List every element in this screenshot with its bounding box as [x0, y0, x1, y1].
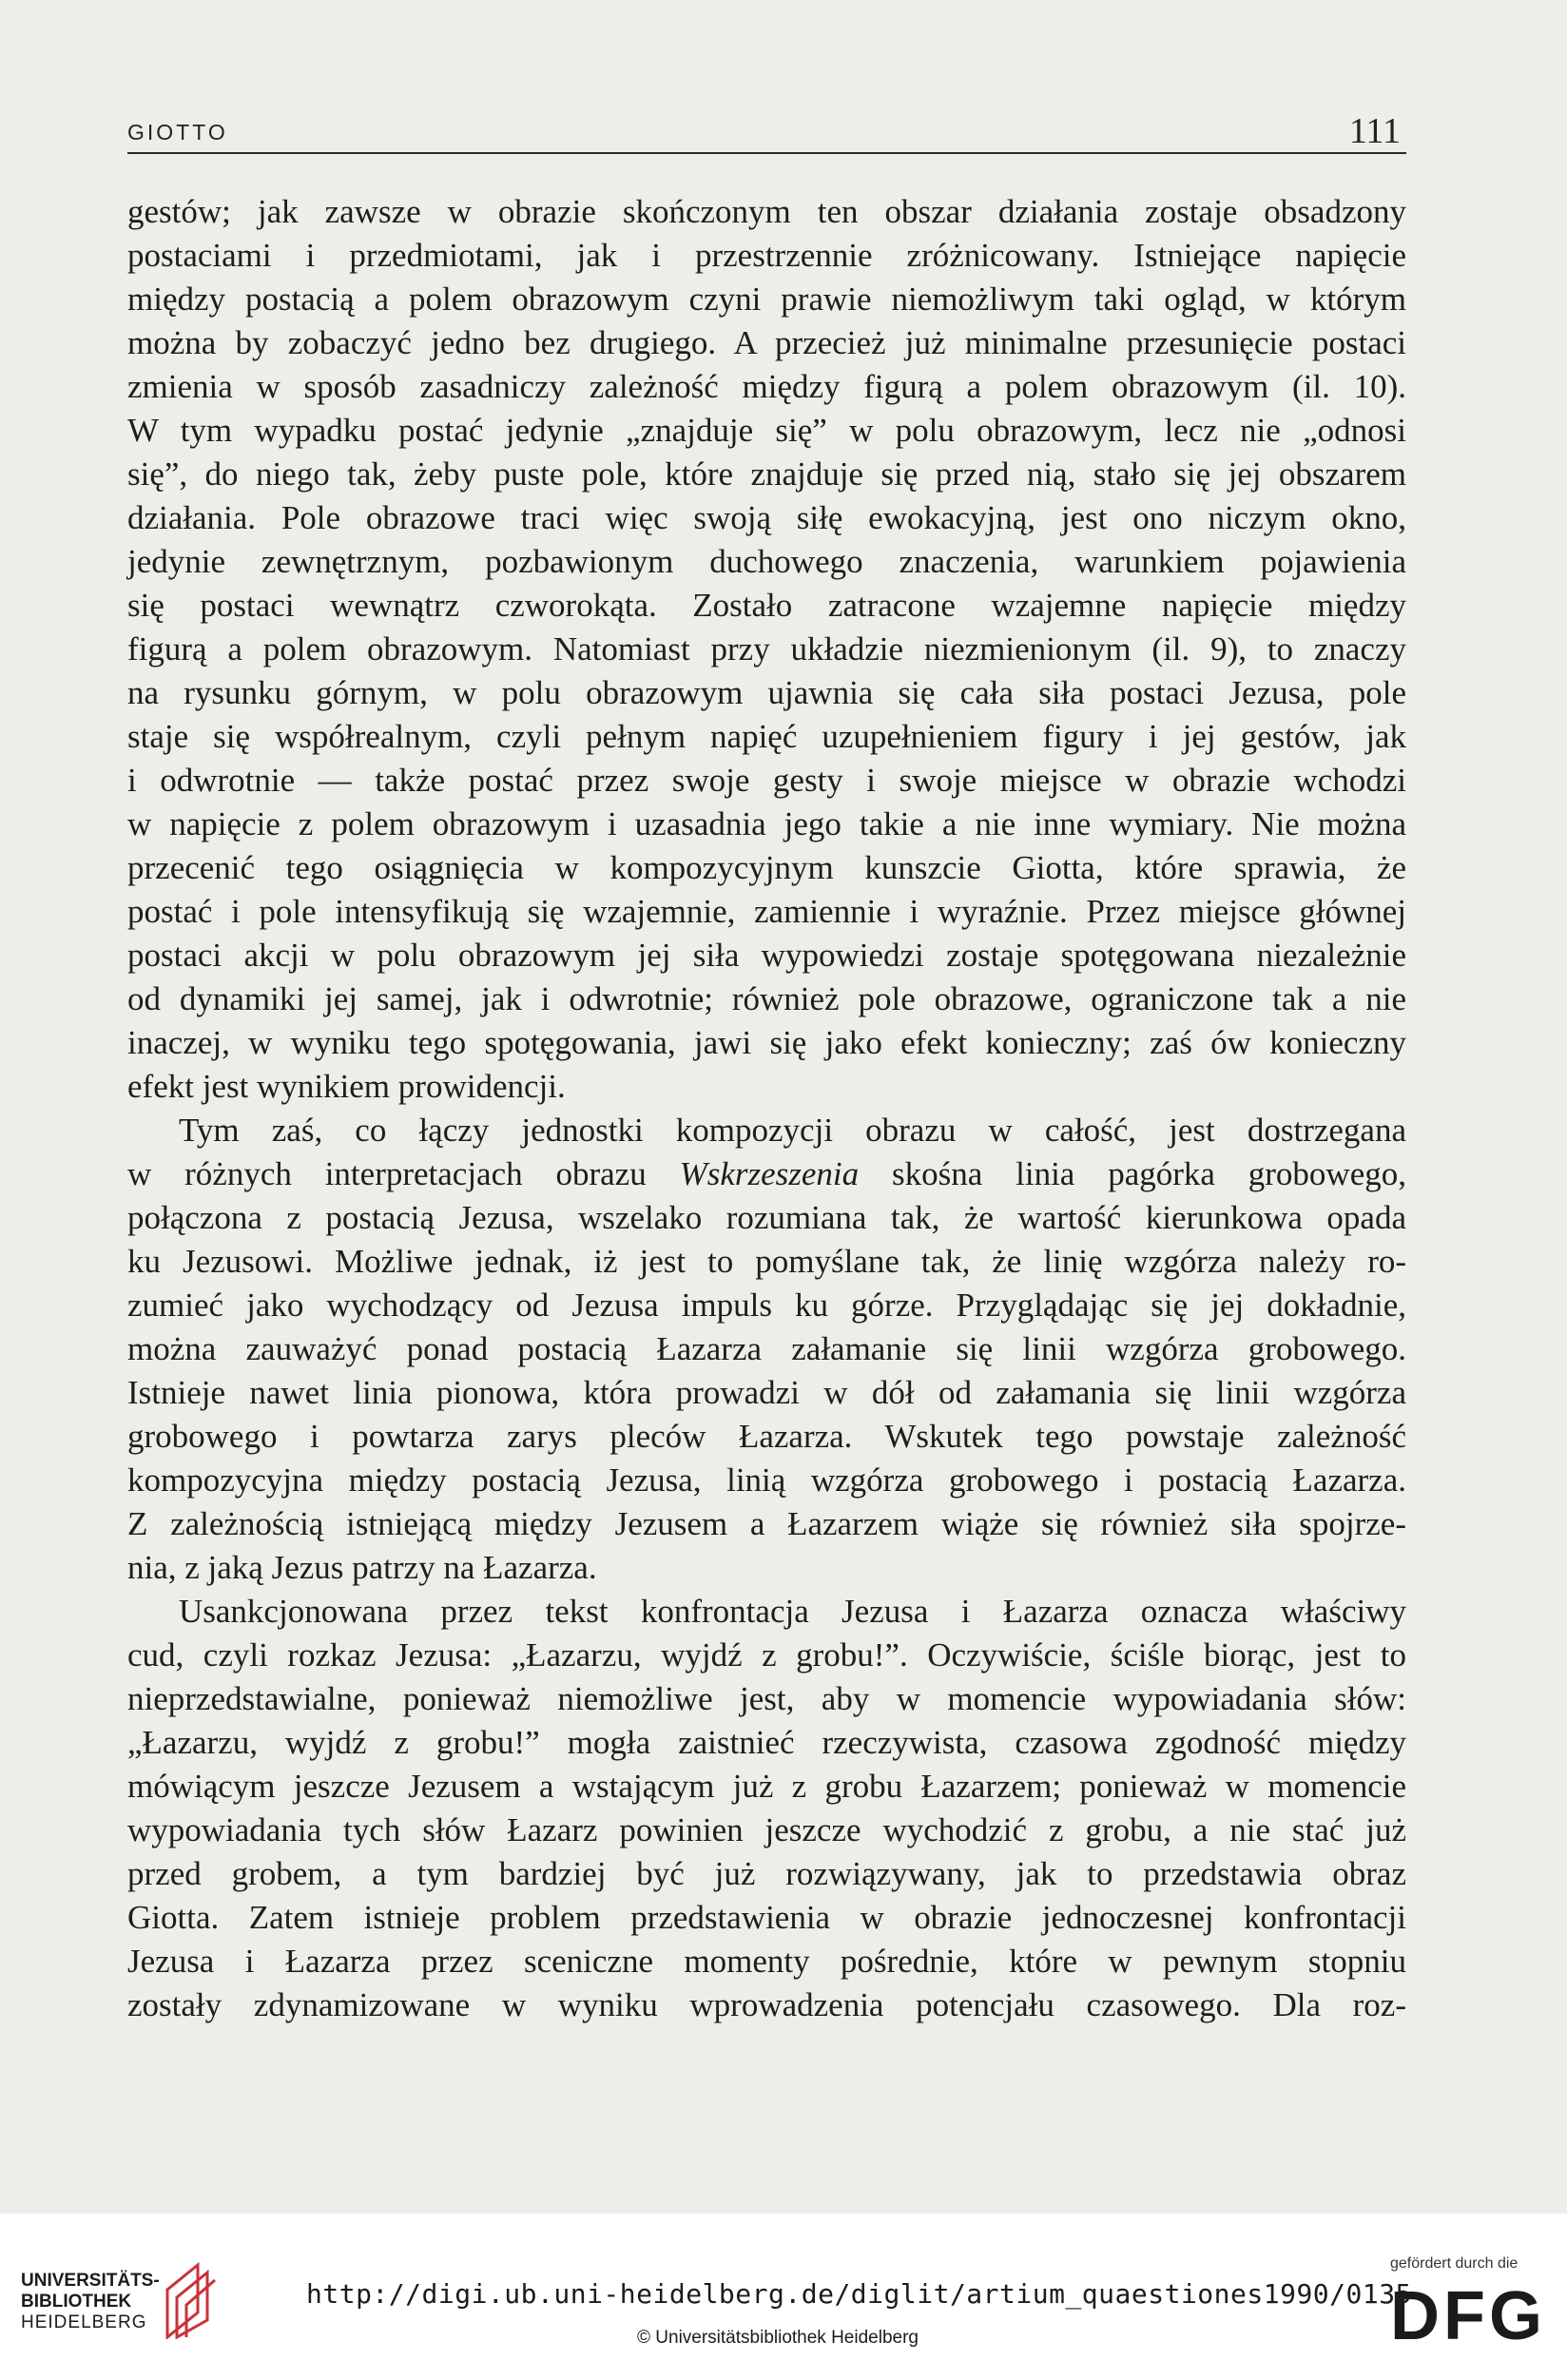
text-line: przed grobem, a tym bardziej być już rozwiązywany, jak to przedstawia obraz: [127, 1855, 1406, 1892]
dfg-logo[interactable]: DFG: [1390, 2278, 1546, 2354]
text-line: ku Jezusowi. Możliwe jednak, iż jest to pomyślane tak, że linię wzgórza należy ro-: [127, 1243, 1406, 1280]
text-line: od dynamiki jej samej, jak i odwrotnie; również pole obrazowe, ograniczone tak a nie: [127, 980, 1406, 1017]
text-line: Jezusa i Łazarza przez sceniczne momenty pośrednie, które w pewnym stopniu: [127, 1943, 1406, 1980]
funded-by-label: gefördert durch die: [1390, 2255, 1519, 2272]
permalink-url[interactable]: http://digi.ub.uni-heidelberg.de/diglit/artium_quaestiones1990/0135: [306, 2278, 1412, 2310]
body-text: [127, 190, 1406, 2027]
library-name-line1: UNIVERSITÄTS-: [21, 2271, 160, 2291]
text-line: na rysunku górnym, w polu obrazowym ujawnia się cała siła postaci Jezusa, pole: [127, 674, 1406, 711]
text-line: w napięcie z polem obrazowym i uzasadnia jego takie a nie inne wymiary. Nie można: [127, 805, 1406, 842]
text-line: kompozycyjna między postacią Jezusa, linią wzgórza grobowego i postacią Łazarza.: [127, 1461, 1406, 1499]
text-line: nieprzedstawialne, ponieważ niemożliwe jest, aby w momencie wypowiadania słów:: [127, 1680, 1406, 1717]
text-line: Giotta. Zatem istnieje problem przedstawienia w obrazie jednoczesnej konfrontacji: [127, 1899, 1406, 1936]
text-line: Tym zaś, co łączy jednostki kompozycji obrazu w całość, jest dostrzegana: [179, 1112, 1406, 1149]
text-line: można zauważyć ponad postacią Łazarza załamanie się linii wzgórza grobowego.: [127, 1330, 1406, 1367]
text-segment: skośna linia pagórka grobowego,: [859, 1155, 1406, 1192]
page-number: 111: [1348, 111, 1401, 151]
text-line: zostały zdynamizowane w wyniku wprowadzenia potencjału czasowego. Dla roz-: [127, 1986, 1406, 2023]
copyright-notice: © Universitätsbibliothek Heidelberg: [637, 2328, 919, 2348]
text-line: mówiącym jeszcze Jezusem a wstającym już z grobu Łazarzem; ponieważ w momencie: [127, 1768, 1406, 1805]
text-line: „Łazarzu, wyjdź z grobu!” mogła zaistnieć rzeczywista, czasowa zgodność między: [127, 1724, 1406, 1761]
text-line: się”, do niego tak, żeby puste pole, które znajduje się przed nią, stało się jej obszarem: [127, 455, 1406, 493]
text-line: można by zobaczyć jedno bez drugiego. A przecież już minimalne przesunięcie postaci: [127, 324, 1406, 361]
text-line: zumieć jako wychodzący od Jezusa impuls ku górze. Przyglądając się jej dokładnie,: [127, 1287, 1406, 1324]
text-line: staje się współrealnym, czyli pełnym napięć uzupełnieniem figury i jej gestów, jak: [127, 718, 1406, 755]
text-line: i odwrotnie — także postać przez swoje gesty i swoje miejsce w obrazie wchodzi: [127, 762, 1406, 799]
text-line: gestów; jak zawsze w obrazie skończonym ten obszar działania zostaje obsadzony: [127, 193, 1406, 230]
text-line: [127, 1152, 1406, 1196]
page-header: [127, 112, 1406, 154]
text-line: postaci akcji w polu obrazowym jej siła wypowiedzi zostaje spotęgowana niezależnie: [127, 937, 1406, 974]
text-line: W tym wypadku postać jedynie „znajduje się” w polu obrazowym, lecz nie „odnosi: [127, 412, 1406, 449]
text-line: postaciami i przedmiotami, jak i przestrzennie zróżnicowany. Istniejące napięcie: [127, 237, 1406, 274]
text-line: nia, z jaką Jezus patrzy na Łazarza.: [127, 1549, 597, 1586]
text-line: działania. Pole obrazowe traci więc swoją siłę ewokacyjną, jest ono niczym okno,: [127, 499, 1406, 536]
library-name-line2: BIBLIOTHEK: [21, 2292, 132, 2312]
footer-bar: [0, 2214, 1567, 2380]
text-line: między postacią a polem obrazowym czyni prawie niemożliwym taki ogląd, w którym: [127, 281, 1406, 318]
text-line: efekt jest wynikiem prowidencji.: [127, 1068, 566, 1105]
text-line: przecenić tego osiągnięcia w kompozycyjnym kunszcie Giotta, które sprawia, że: [127, 849, 1406, 886]
text-line: grobowego i powtarza zarys pleców Łazarza. Wskutek tego powstaje zależność: [127, 1418, 1406, 1455]
text-line: cud, czyli rozkaz Jezusa: „Łazarzu, wyjdź z grobu!”. Oczywiście, ściśle biorąc, jest to: [127, 1636, 1406, 1674]
library-logo-text[interactable]: [21, 2271, 160, 2333]
text-line: postać i pole intensyfikują się wzajemnie, zamiennie i wyraźnie. Przez miejsce głównej: [127, 893, 1406, 930]
text-line: inaczej, w wyniku tego spotęgowania, jawi się jako efekt konieczny; zaś ów konieczny: [127, 1024, 1406, 1061]
text-line: figurą a polem obrazowym. Natomiast przy układzie niezmienionym (il. 9), to znaczy: [127, 630, 1406, 668]
italic-title: Wskrzeszenia: [679, 1155, 860, 1192]
text-line: jedynie zewnętrznym, pozbawionym duchowego znaczenia, warunkiem pojawienia: [127, 543, 1406, 580]
library-logo-icon: [160, 2261, 217, 2339]
text-line: Istnieje nawet linia pionowa, która prowadzi w dół od załamania się linii wzgórza: [127, 1374, 1406, 1411]
text-line: Usankcjonowana przez tekst konfrontacja Jezusa i Łazarza oznacza właściwy: [179, 1593, 1406, 1630]
text-segment: w różnych interpretacjach obrazu: [127, 1155, 680, 1192]
text-line: Z zależnością istniejącą między Jezusem a Łazarzem wiąże się również siła spojrze-: [127, 1505, 1406, 1542]
text-line: zmienia w sposób zasadniczy zależność między figurą a polem obrazowym (il. 10).: [127, 368, 1406, 405]
text-line: się postaci wewnątrz czworokąta. Zostało zatracone wzajemne napięcie między: [127, 587, 1406, 624]
text-line: połączona z postacią Jezusa, wszelako rozumiana tak, że wartość kierunkowa opada: [127, 1199, 1406, 1236]
library-name-line3: HEIDELBERG: [21, 2312, 147, 2332]
text-line: wypowiadania tych słów Łazarz powinien jeszcze wychodzić z grobu, a nie stać już: [127, 1811, 1406, 1848]
running-head: GIOTTO: [127, 120, 228, 145]
